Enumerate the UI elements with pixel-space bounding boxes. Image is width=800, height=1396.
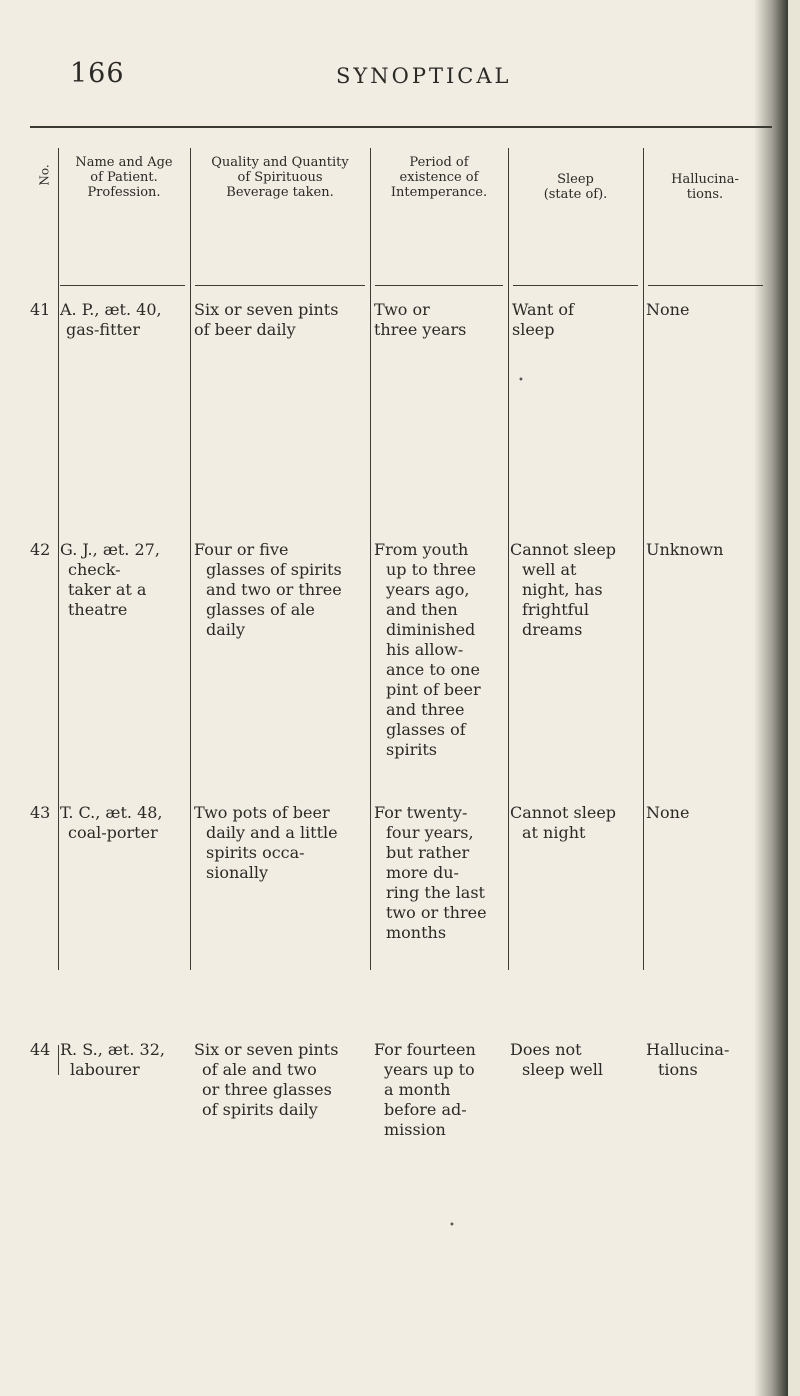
row-number: 42	[30, 540, 51, 559]
stray-mark: •	[449, 1220, 455, 1231]
header-rule	[513, 285, 638, 286]
column-line	[508, 148, 509, 970]
cell-name: A. P., æt. 40, gas-fitter	[60, 300, 162, 339]
cell-hallucinations: None	[646, 803, 690, 822]
cell-hallucinations: Unknown	[646, 540, 724, 559]
column-line	[370, 148, 371, 970]
header-rule	[648, 285, 763, 286]
header-name: Name and Age of Patient. Profession.	[75, 155, 173, 200]
row-number: 44	[30, 1040, 51, 1059]
header-period: Period of existence of Intemperance.	[390, 155, 488, 200]
header-rule	[60, 285, 185, 286]
row-number: 43	[30, 803, 51, 822]
stray-mark: •	[518, 375, 524, 386]
running-head: SYNOPTICAL	[336, 64, 512, 88]
header-no: No.	[37, 164, 52, 186]
cell-quality: Two pots of beer daily and a little spirits occa- sionally	[194, 803, 338, 882]
cell-name: G. J., æt. 27, check- taker at a theatre	[60, 540, 160, 619]
cell-name: T. C., æt. 48, coal-porter	[60, 803, 163, 842]
cell-sleep: Does not sleep well	[510, 1040, 603, 1079]
cell-period: Two or three years	[374, 300, 467, 339]
cell-sleep: Want of sleep	[512, 300, 574, 339]
header-rule	[375, 285, 503, 286]
cell-hallucinations: None	[646, 300, 690, 319]
cell-name: R. S., æt. 32, labourer	[60, 1040, 165, 1079]
column-line	[58, 148, 59, 970]
page-number: 166	[70, 58, 125, 89]
cell-period: For fourteen years up to a month before ad- mission	[374, 1040, 476, 1139]
column-line	[643, 148, 644, 970]
cell-hallucinations: Hallucina- tions	[646, 1040, 730, 1079]
column-line	[58, 1045, 59, 1075]
column-line	[190, 148, 191, 970]
header-rule	[195, 285, 365, 286]
header-hallucinations: Hallucina- tions.	[671, 172, 739, 202]
cell-sleep: Cannot sleep well at night, has frightful dreams	[510, 540, 617, 639]
top-rule	[30, 126, 772, 128]
cell-period: From youth up to three years ago, and then diminished his allow- ance to one pint of beer and three glasses of spirits	[374, 540, 481, 759]
cell-quality: Six or seven pints of ale and two or three glasses of spirits daily	[194, 1040, 339, 1119]
header-quality: Quality and Quantity of Spirituous Beverage taken.	[211, 155, 349, 200]
cell-period: For twenty- four years, but rather more du- ring the last two or three months	[374, 803, 487, 942]
cell-quality: Six or seven pints of beer daily	[194, 300, 339, 339]
page-edge	[788, 0, 800, 1396]
row-number: 41	[30, 300, 51, 319]
cell-sleep: Cannot sleep at night	[510, 803, 617, 842]
header-sleep: Sleep (state of).	[543, 172, 608, 202]
cell-quality: Four or five glasses of spirits and two or three glasses of ale daily	[194, 540, 342, 639]
